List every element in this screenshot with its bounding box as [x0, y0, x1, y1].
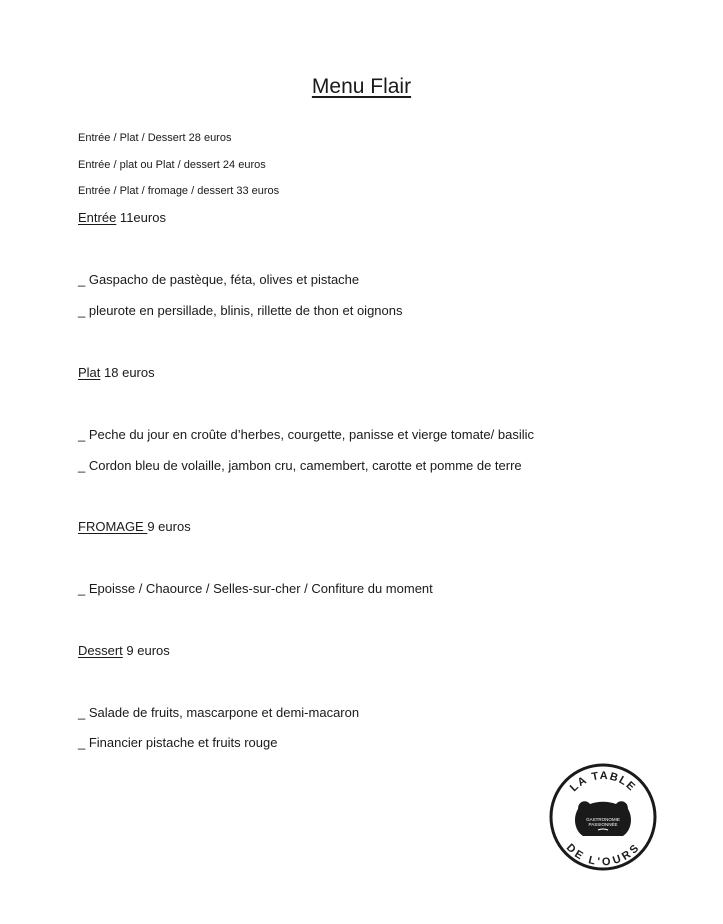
page-title: Menu Flair — [311, 75, 412, 98]
section-title: FROMAGE — [78, 519, 148, 534]
menu-item: _ Peche du jour en croûte d’herbes, courgette, panisse et vierge tomate/ basilic — [78, 427, 534, 442]
formula-line: Entrée / plat ou Plat / dessert 24 euros — [78, 159, 266, 171]
menu-item: _ pleurote en persillade, blinis, rillette de thon et oignons — [78, 303, 403, 318]
menu-item: _ Salade de fruits, mascarpone et demi-macaron — [78, 705, 360, 720]
section-dessert — [78, 643, 170, 658]
section-title: Dessert — [78, 643, 123, 658]
section-fromage — [78, 519, 191, 534]
section-title: Plat — [78, 365, 101, 380]
section-price: 9 euros — [147, 519, 191, 534]
section-plat — [78, 365, 155, 380]
section-price: 18 euros — [100, 365, 155, 380]
restaurant-logo — [548, 762, 658, 872]
formula-line: Entrée / Plat / Dessert 28 euros — [78, 132, 232, 144]
logo-bottom-text: DE L'OURS — [563, 841, 643, 869]
section-entree — [78, 210, 166, 225]
section-title: Entrée — [78, 210, 117, 225]
section-price: 11euros — [116, 210, 166, 225]
menu-item: _ Cordon bleu de volaille, jambon cru, camembert, carotte et pomme de terre — [78, 458, 522, 473]
logo-top-text: LA TABLE — [567, 769, 639, 795]
section-price: 9 euros — [122, 643, 170, 658]
menu-item: _ Financier pistache et fruits rouge — [78, 735, 278, 750]
logo-tagline: GASTRONOMIE — [586, 817, 620, 822]
menu-item: _ Epoisse / Chaource / Selles-sur-cher / Confiture du moment — [78, 581, 433, 596]
menu-item: _ Gaspacho de pastèque, féta, olives et pistache — [78, 272, 360, 287]
logo-tagline: PASSIONNÉE — [588, 822, 618, 827]
formula-line: Entrée / Plat / fromage / dessert 33 euros — [78, 185, 280, 197]
